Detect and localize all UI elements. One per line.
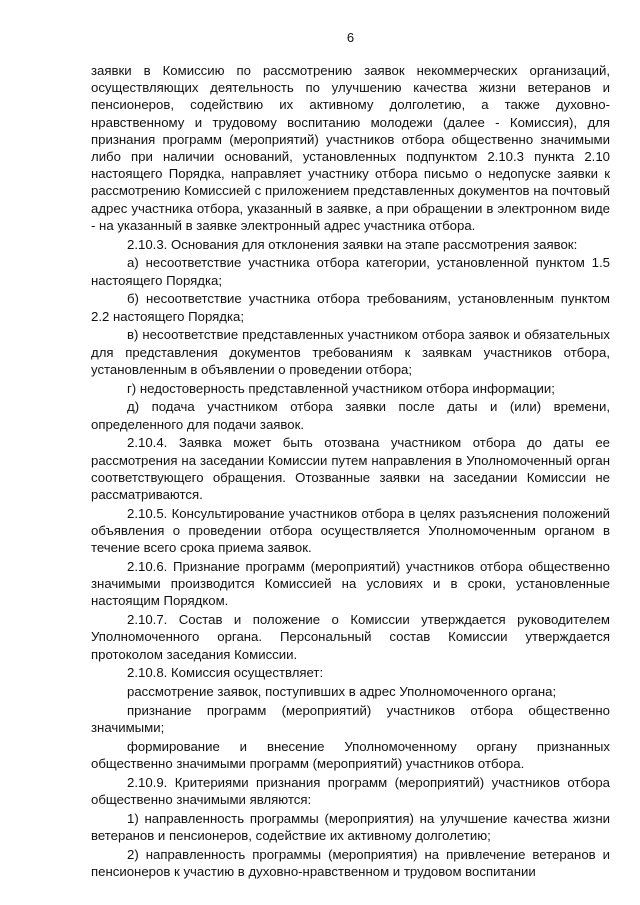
paragraph-criterion-1: 1) направленность программы (мероприятия) на улучшение качества жизни ветеранов и пенсионеров, содействие их активному долголетию; (91, 811, 610, 844)
paragraph-2-10-3: 2.10.3. Основания для отклонения заявки на этапе рассмотрения заявок: (127, 236, 578, 252)
paragraph-item-d: д) подача участником отбора заявки после даты и (или) времени, определенного для подачи заявок. (91, 399, 610, 432)
page-number: 6 (346, 30, 355, 45)
paragraph-2-10-5: 2.10.5. Консультирование участников отбора в целях разъяснения положений объявления о проведении отбора осуществляется Уполномоченным органом в течение всего срока приема заявок. (91, 505, 610, 556)
paragraph-item-g: г) недостоверность представленной участником отбора информации; (127, 380, 555, 396)
paragraph-commission-duty-2: признание программ (мероприятий) участников отбора общественно значимыми; (91, 703, 610, 736)
document-body (91, 62, 610, 880)
paragraph-commission-duty-3: формирование и внесение Уполномоченному органу признанных общественно значимыми программ (мероприятий) участников отбора. (91, 739, 610, 772)
paragraph-item-v: в) несоответствие представленных участником отбора заявок и обязательных для представления документов требованиям к заявкам участников отбора, установленным в объявлении о проведении отбора; (91, 327, 610, 377)
paragraph-2-10-8: 2.10.8. Комиссия осуществляет: (127, 665, 324, 681)
paragraph-item-a: а) несоответствие участника отбора категории, установленной пунктом 1.5 настоящего Порядка; (91, 255, 610, 288)
paragraph-2-10-6: 2.10.6. Признание программ (мероприятий) участников отбора общественно значимыми производится Комиссией на условиях и в сроки, установленные настоящим Порядком. (91, 559, 610, 609)
paragraph-2-10-9: 2.10.9. Критериями признания программ (мероприятий) участников отбора общественно значимыми являются: (91, 775, 610, 808)
paragraph-item-b: б) несоответствие участника отбора требованиям, установленным пунктом 2.2 настоящего Порядка; (91, 291, 610, 324)
paragraph-2-10-4: 2.10.4. Заявка может быть отозвана участником отбора до даты ее рассмотрения на заседании Комиссии путем направления в Уполномоченный орган соответствующего обращения. Отозванные заявки на заседании Комиссии не рассматриваются. (91, 435, 610, 503)
paragraph-continuation: заявки в Комиссию по рассмотрению заявок некоммерческих организаций, осуществляющих деятельность по улучшению качества жизни ветеранов и пенсионеров, содействию их активному долголетию, а также духовно-нравственному и трудовому воспитанию молодежи (далее - Комиссия), для признания программ (мероприятий) участников отбора общественно значимыми либо при наличии оснований, установленных подпунктом 2.10.3 пункта 2.10 настоящего Порядка, направляет участнику отбора письмо о недопуске заявки к рассмотрению Комиссией с приложением представленных документов на почтовый адрес участника отбора, указанный в заявке, а при обращении в электронном виде - на указанный в заявке электронный адрес участника отбора. (91, 63, 610, 233)
paragraph-2-10-7: 2.10.7. Состав и положение о Комиссии утверждается руководителем Уполномоченного органа. Персональный состав Комиссии утверждается протоколом заседания Комиссии. (91, 612, 610, 662)
paragraph-commission-duty-1: рассмотрение заявок, поступивших в адрес Уполномоченного органа; (127, 684, 557, 700)
paragraph-criterion-2: 2) направленность программы (мероприятия) на привлечение ветеранов и пенсионеров к участию в духовно-нравственном и трудовом воспитании (91, 847, 610, 880)
